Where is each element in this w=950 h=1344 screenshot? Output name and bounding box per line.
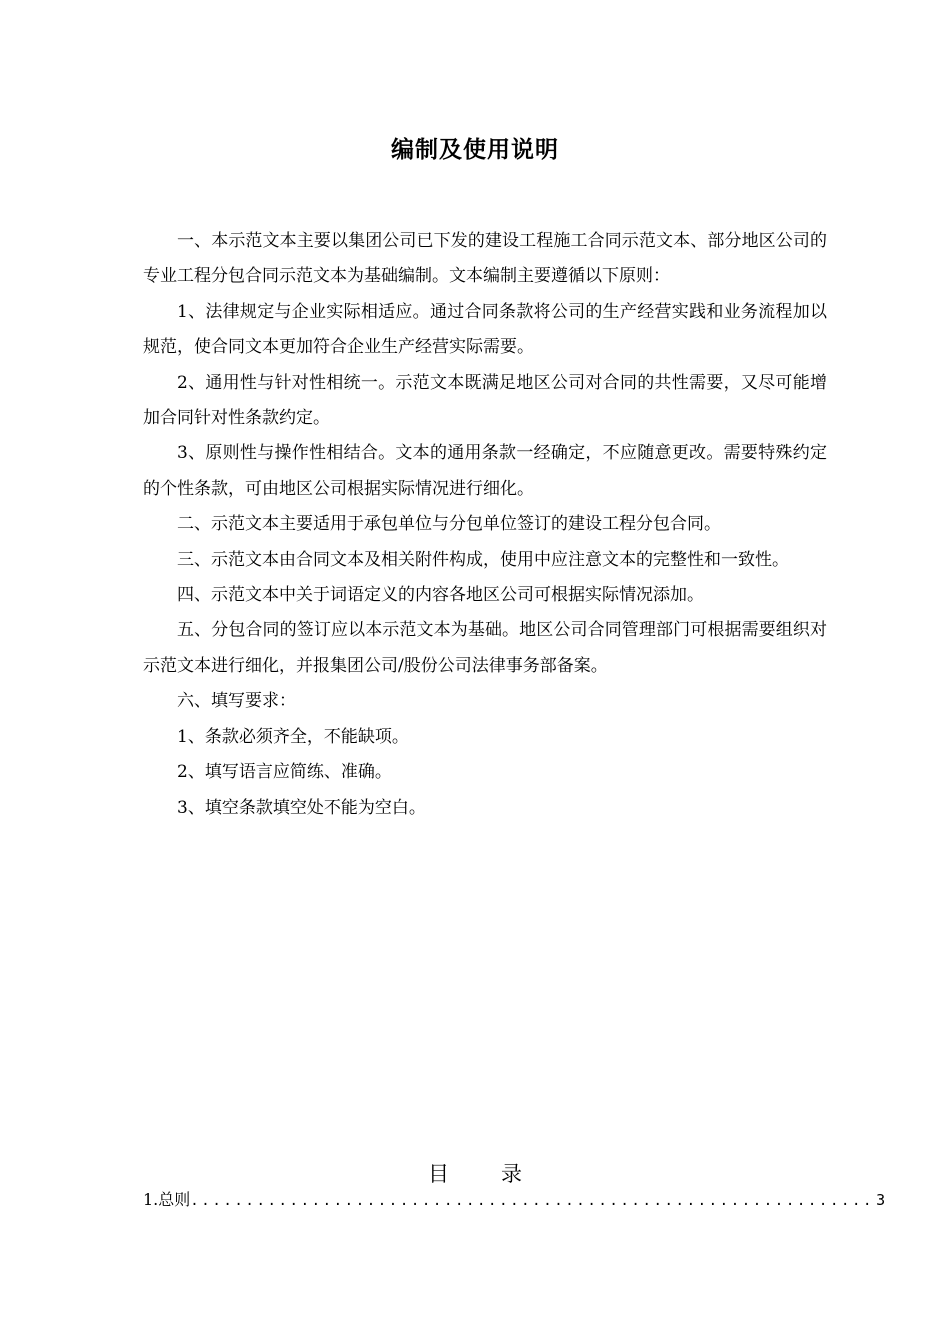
- paragraph: 1、条款必须齐全，不能缺项。: [177, 726, 409, 747]
- paragraph: 五、分包合同的签订应以本示范文本为基础。地区公司合同管理部门可根据需要组织对示范文本进行细化，并报集团公司/股份公司法律事务部备案。: [143, 620, 827, 676]
- paragraph: 四、示范文本中关于词语定义的内容各地区公司可根据实际情况添加。: [177, 585, 704, 606]
- paragraph: 一、本示范文本主要以集团公司已下发的建设工程施工合同示范文本、部分地区公司的专业工程分包合同示范文本为基础编制。文本编制主要遵循以下原则：: [143, 231, 827, 287]
- toc-entry[interactable]: [143, 1187, 886, 1214]
- instructions-body: [143, 224, 827, 826]
- toc-entry-leader: ..............................................................: [190, 1193, 875, 1209]
- paragraph: 三、示范文本由合同文本及相关附件构成，使用中应注意文本的完整性和一致性。: [177, 549, 789, 570]
- paragraph: 1、法律规定与企业实际相适应。通过合同条款将公司的生产经营实践和业务流程加以规范，使合同文本更加符合企业生产经营实际需要。: [143, 301, 827, 358]
- paragraph: 2、填写语言应简练、准确。: [177, 762, 392, 783]
- paragraph: 六、填写要求：: [177, 691, 296, 712]
- paragraph: 二、示范文本主要适用于承包单位与分包单位签订的建设工程分包合同。: [177, 514, 721, 535]
- paragraph: 3、填空条款填空处不能为空白。: [177, 797, 426, 818]
- toc-entry-label: 1.总则: [143, 1190, 191, 1209]
- paragraph: 3、原则性与操作性相结合。文本的通用条款一经确定，不应随意更改。需要特殊约定的个性条款，可由地区公司根据实际情况进行细化。: [143, 443, 827, 499]
- page-title: 编制及使用说明: [391, 136, 559, 163]
- toc-heading-left: 目: [428, 1162, 449, 1186]
- paragraph: 2、通用性与针对性相统一。示范文本既满足地区公司对合同的共性需要，又尽可能增加合同针对性条款约定。: [143, 372, 827, 429]
- toc-entry-page-number: 3: [876, 1191, 886, 1209]
- toc-heading-right: 录: [501, 1162, 522, 1186]
- toc-heading: [0, 1158, 950, 1190]
